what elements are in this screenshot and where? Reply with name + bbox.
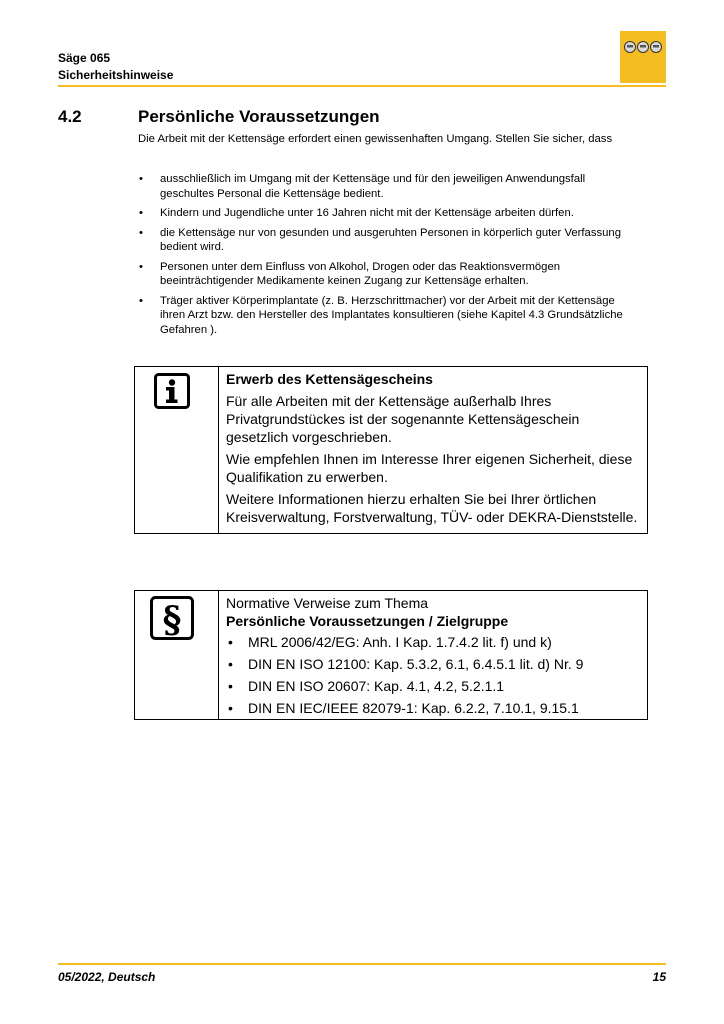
footer-rule <box>58 963 666 965</box>
list-item: • DIN EN ISO 20607: Kap. 4.1, 4.2, 5.2.1.1 <box>228 678 505 694</box>
info-icon <box>154 373 190 409</box>
list-item: • die Kettensäge nur von gesunden und ausgeruhten Personen in körperlich guter Verfassung bedient wird. <box>139 226 621 253</box>
brand-logo <box>620 31 666 83</box>
list-item: • Kindern und Jugendliche unter 16 Jahren nicht mit der Kettensäge arbeiten dürfen. <box>139 207 574 219</box>
info-box-paragraph: Wie empfehlen Ihnen im Interesse Ihrer eigenen Sicherheit, diese Qualifikation zu erwerben. <box>226 451 633 485</box>
list-item: • ausschließlich im Umgang mit der Kettensäge und für den jeweiligen Anwendungsfall geschultes Personal die Kettensäge bedient. <box>139 173 586 200</box>
list-item: • Personen unter dem Einfluss von Alkohol, Drogen oder das Reaktionsvermögen beeinträchtigender Medikamente keinen Zugang zur Kettensäge erhalten. <box>139 260 561 287</box>
list-item: • Träger aktiver Körperimplantate (z. B. Herzschrittmacher) vor der Arbeit mit der Kettensäge ihren Arzt bzw. den Hersteller des Implantates konsultieren (siehe Kapitel 4.3 Grundsätzliche Gefahren ). <box>139 294 623 336</box>
info-box-paragraph: Für alle Arbeiten mit der Kettensäge außerhalb Ihres Privatgrundstückes ist der sogenannte Kettensägeschein gesetzlich vorgeschrieben. <box>226 393 580 445</box>
requirements-list <box>138 172 638 342</box>
section-title: Persönliche Voraussetzungen <box>138 107 380 126</box>
svg-text:§: § <box>162 599 182 640</box>
norm-box-icon-cell <box>135 591 219 719</box>
page-number: 15 <box>652 970 666 984</box>
info-box-text <box>219 367 647 533</box>
footer-date-language: 05/2022, Deutsch <box>58 970 156 984</box>
header-line-1: Säge 065 <box>58 51 111 65</box>
list-item: • DIN EN ISO 12100: Kap. 5.3.2, 6.1, 6.4.5.1 lit. d) Nr. 9 <box>228 656 584 672</box>
norm-box <box>134 590 648 720</box>
info-box-title: Erwerb des Kettensägescheins <box>226 371 433 387</box>
info-box-icon-cell <box>135 367 219 533</box>
section-intro: Die Arbeit mit der Kettensäge erfordert einen gewissenhaften Umgang. Stellen Sie sicher, dass <box>138 133 613 145</box>
norm-references-list <box>226 633 583 717</box>
section-number: 4.2 <box>58 107 82 126</box>
list-item: • MRL 2006/42/EG: Anh. I Kap. 1.7.4.2 lit. f) und k) <box>228 634 552 650</box>
norm-box-intro: Normative Verweise zum Thema <box>226 595 429 611</box>
logo-circles-icon <box>623 39 663 55</box>
header-rule <box>58 85 666 87</box>
info-box-paragraph: Weitere Informationen hierzu erhalten Sie bei Ihrer örtlichen Kreisverwaltung, Forstverwaltung, TÜV- oder DEKRA-Dienststelle. <box>226 491 638 525</box>
paragraph-icon <box>150 596 194 640</box>
info-box <box>134 366 648 534</box>
norm-box-text <box>219 591 591 719</box>
header-line-2: Sicherheitshinweise <box>58 68 174 82</box>
list-item: • DIN EN IEC/IEEE 82079-1: Kap. 6.2.2, 7.10.1, 9.15.1 <box>228 700 579 716</box>
norm-box-title: Persönliche Voraussetzungen / Zielgruppe <box>226 613 509 629</box>
